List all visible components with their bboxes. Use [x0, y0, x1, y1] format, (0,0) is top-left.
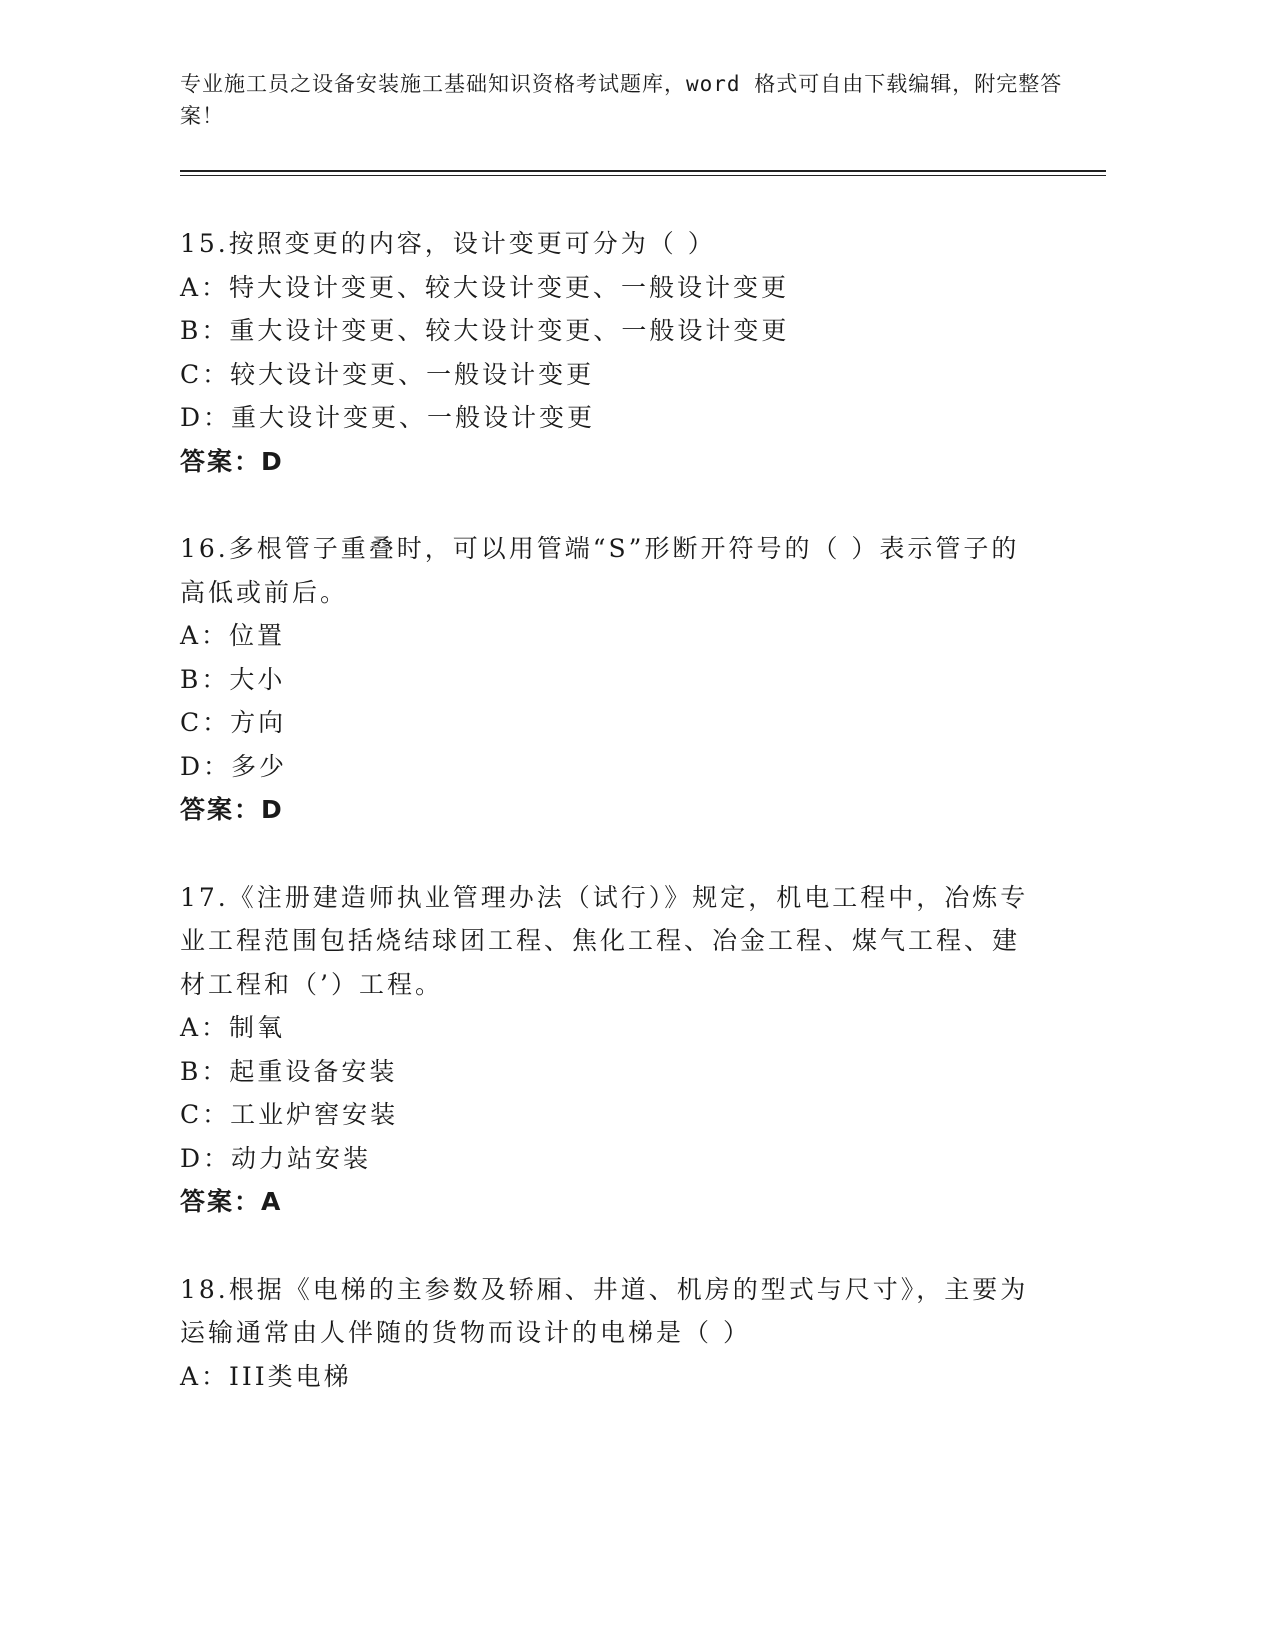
- question-15: [180, 222, 1040, 483]
- option-a: A：位置: [180, 621, 286, 650]
- question-list: [180, 222, 1040, 1442]
- option-c: C：工业炉窖安装: [180, 1100, 399, 1129]
- option-b: B：重大设计变更、较大设计变更、一般设计变更: [180, 316, 790, 345]
- answer-text: 答案：A: [180, 1187, 283, 1216]
- option-d: D：多少: [180, 751, 288, 781]
- option-a: A：制氧: [180, 1013, 286, 1042]
- question-17: [180, 876, 1040, 1224]
- option-d: D：动力站安装: [180, 1143, 372, 1173]
- answer-text: 答案：D: [180, 795, 284, 824]
- question-16: [180, 527, 1040, 832]
- header-divider-thin: [180, 175, 1106, 176]
- question-stem: 17.《注册建造师执业管理办法（试行）》规定，机电工程中，冶炼专业工程范围包括烧结球团工程、焦化工程、冶金工程、煤气工程、建材工程和（’）工程。: [180, 882, 1029, 999]
- answer-text: 答案：D: [180, 446, 284, 476]
- question-stem: 15.按照变更的内容，设计变更可分为（ ）: [180, 229, 716, 258]
- option-d: D：重大设计变更、一般设计变更: [180, 403, 596, 432]
- option-a: A：III类电梯: [180, 1361, 352, 1391]
- question-18: [180, 1268, 1040, 1399]
- option-b: B：大小: [180, 664, 286, 694]
- document-header: 专业施工员之设备安装施工基础知识资格考试题库，word 格式可自由下载编辑，附完整答案！: [180, 72, 1063, 128]
- question-stem: 16.多根管子重叠时，可以用管端“S”形断开符号的（ ）表示管子的高低或前后。: [180, 534, 1020, 607]
- option-b: B：起重设备安装: [180, 1056, 398, 1086]
- header-divider: [180, 170, 1106, 172]
- option-c: C：较大设计变更、一般设计变更: [180, 359, 595, 389]
- question-stem: 18.根据《电梯的主参数及轿厢、井道、机房的型式与尺寸》，主要为运输通常由人伴随的货物而设计的电梯是（ ）: [180, 1274, 1029, 1347]
- option-a: A：特大设计变更、较大设计变更、一般设计变更: [180, 272, 790, 302]
- option-c: C：方向: [180, 708, 287, 737]
